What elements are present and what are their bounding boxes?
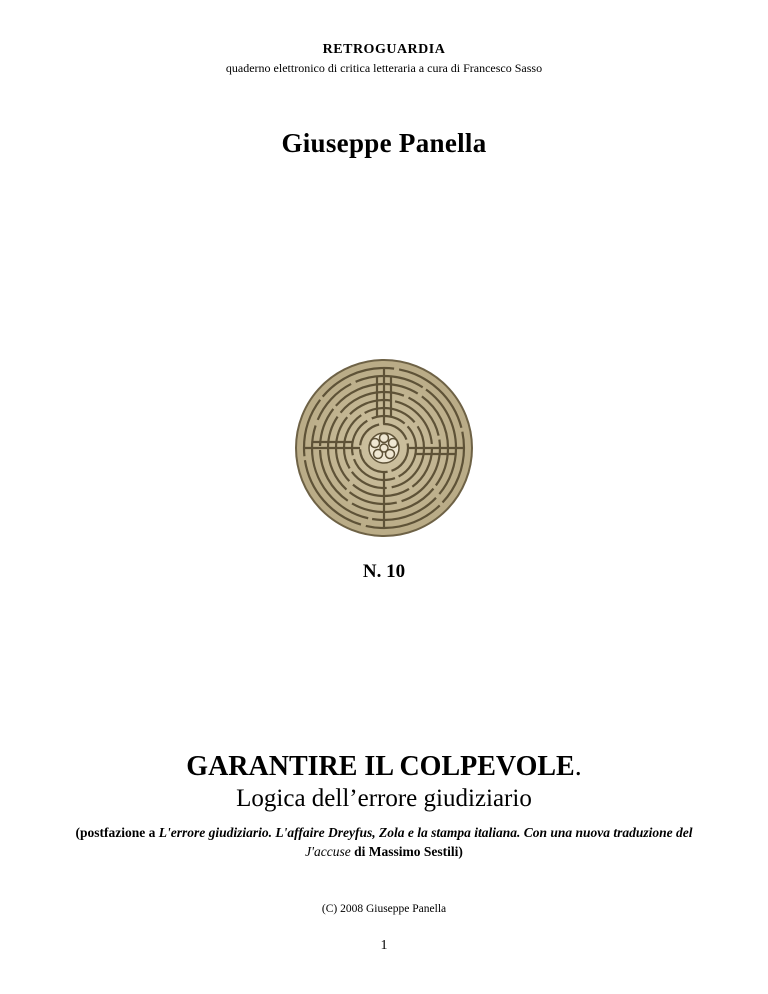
issue-number: N. 10 (362, 561, 406, 582)
main-title (0, 751, 768, 783)
journal-subtitle: quaderno elettronico di critica letteraria a cura di Francesco Sasso (225, 61, 543, 75)
copyright-notice: (C) 2008 Giuseppe Panella (321, 903, 447, 915)
journal-name: RETROGUARDIA (322, 42, 446, 57)
main-title-text: GARANTIRE IL COLPEVOLE (186, 751, 575, 782)
main-title-punct: . (574, 751, 582, 782)
translator-name: Massimo Sestili) (368, 844, 463, 859)
author-name: Giuseppe Panella (281, 128, 487, 158)
postfazione-open: (postfazione a (75, 825, 159, 840)
jaccuse-title: J'accuse (305, 844, 351, 859)
postfazione-note (60, 823, 708, 861)
book-title: L'errore giudiziario. L'affaire Dreyfus, Zola e la stampa italiana. Con una nuova traduzione del (158, 825, 693, 840)
sub-title: Logica dell’errore giudiziario (236, 785, 532, 812)
labyrinth-emblem-icon (0, 358, 768, 538)
page-number: 1 (380, 938, 388, 953)
postfazione-by: di (350, 844, 369, 859)
